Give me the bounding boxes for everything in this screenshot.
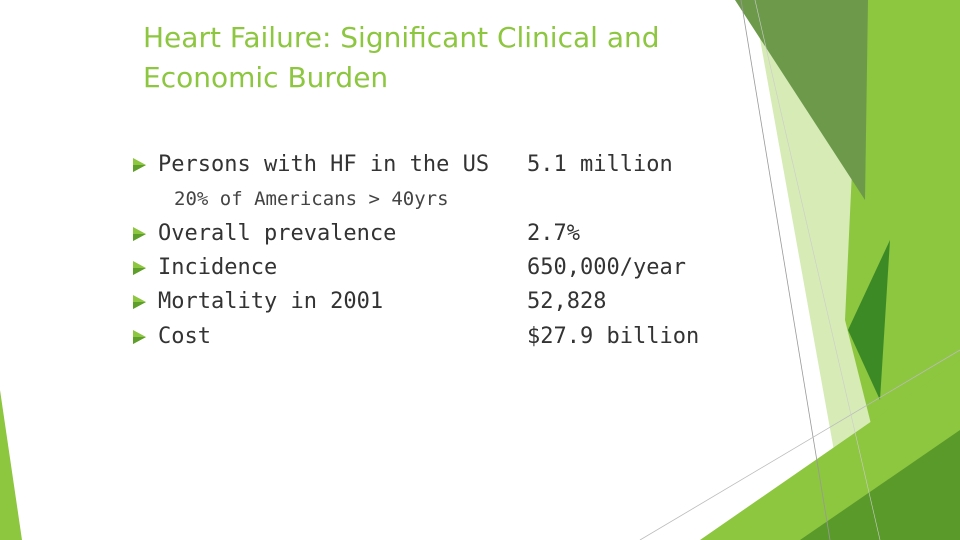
triangle-bullet-icon <box>131 294 147 310</box>
row-label: Persons with HF in the US <box>158 152 490 177</box>
triangle-bullet-icon <box>131 329 147 345</box>
list-item <box>131 217 731 251</box>
row-label: Mortality in 2001 <box>158 289 384 314</box>
row-label: Overall prevalence <box>158 221 397 246</box>
row-value: 5.1 million <box>527 152 673 177</box>
list-item <box>131 251 731 285</box>
row-value: $27.9 billion <box>527 324 700 349</box>
triangle-bullet-icon <box>131 157 147 173</box>
sub-note: 20% of Americans > 40yrs <box>174 188 449 210</box>
triangle-bullet-icon <box>131 260 147 276</box>
row-value: 2.7% <box>527 221 580 246</box>
triangle-bullet-icon <box>131 226 147 242</box>
slide-title: Heart Failure: Significant Clinical and Economic Burden <box>143 21 660 94</box>
left-accent-shape <box>0 390 22 540</box>
list-item <box>131 148 731 182</box>
row-label: Cost <box>158 324 211 349</box>
list-item <box>131 285 731 319</box>
row-value: 52,828 <box>527 289 607 314</box>
row-label: Incidence <box>158 255 278 280</box>
row-value: 650,000/year <box>527 255 686 280</box>
list-item <box>131 320 731 354</box>
